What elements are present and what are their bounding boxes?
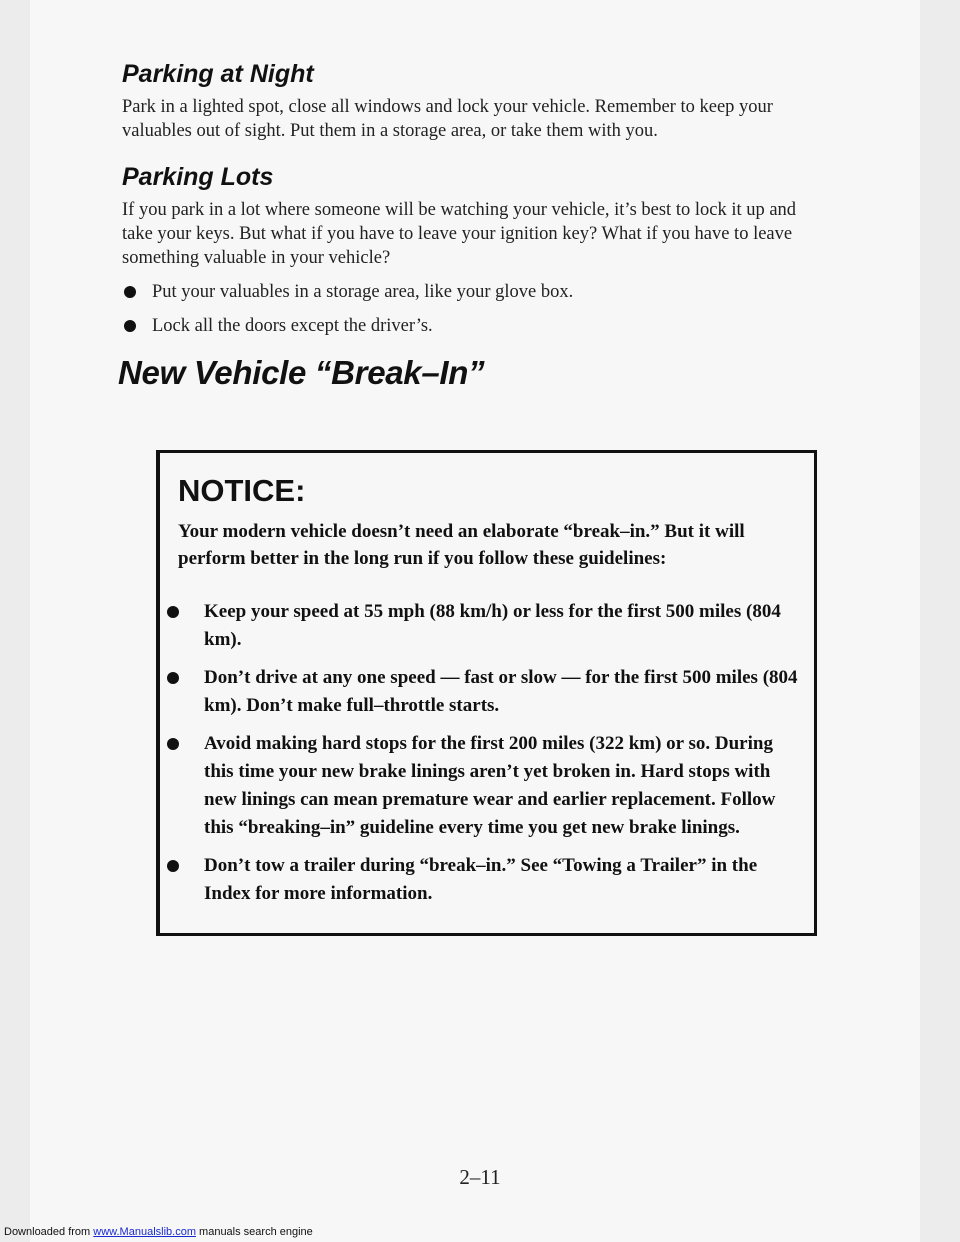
parking-lots-list: [122, 280, 822, 338]
bullet-icon: [167, 738, 179, 750]
page-content: [118, 56, 822, 392]
list-item-text: Put your valuables in a storage area, like your glove box.: [152, 282, 574, 302]
manualslib-link[interactable]: www.Manualslib.com: [93, 1226, 196, 1238]
list-item-text: Avoid making hard stops for the first 200 miles (322 km) or so. During this time your new brake linings aren’t yet broken in. Hard stops with new linings can mean premature wear and earlier replacement. Follow this “breaking–in” guideline every time you get new brake linings.: [204, 733, 776, 838]
list-item-text: Don’t tow a trailer during “break–in.” See “Towing a Trailer” in the Index for more information.: [204, 855, 758, 904]
list-item-text: Don’t drive at any one speed — fast or slow — for the first 500 miles (804 km). Don’t make full–throttle starts.: [204, 667, 798, 716]
heading-parking-at-night: Parking at Night: [122, 60, 314, 88]
list-item: [164, 730, 804, 842]
list-item: [164, 664, 804, 720]
paragraph-parking-at-night: Park in a lighted spot, close all windows and lock your vehicle. Remember to keep your valuables out of sight. Put them in a storage area, or take them with you.: [122, 97, 773, 141]
bullet-icon: [124, 286, 136, 298]
list-item: [122, 314, 822, 338]
list-item-text: Lock all the doors except the driver’s.: [152, 316, 433, 336]
download-footer: [4, 1226, 313, 1238]
list-item-text: Keep your speed at 55 mph (88 km/h) or less for the first 500 miles (804 km).: [204, 601, 781, 650]
list-item: [122, 280, 822, 304]
list-item: [164, 852, 804, 908]
notice-intro: Your modern vehicle doesn’t need an elaborate “break–in.” But it will perform better in the long run if you follow these guidelines:: [178, 521, 745, 569]
list-item: [164, 598, 804, 654]
notice-title: NOTICE:: [178, 473, 306, 508]
notice-box: [156, 450, 817, 936]
footer-suffix: manuals search engine: [195, 1226, 313, 1238]
bullet-icon: [167, 606, 179, 618]
bullet-icon: [124, 320, 136, 332]
heading-parking-lots: Parking Lots: [122, 163, 274, 191]
paragraph-parking-lots: If you park in a lot where someone will be watching your vehicle, it’s best to lock it up and take your keys. But what if you have to leave your ignition key? What if you have to leave something valuable in your vehicle?: [122, 200, 797, 268]
bullet-icon: [167, 860, 179, 872]
page-number: 2–11: [459, 1165, 501, 1189]
bullet-icon: [167, 672, 179, 684]
footer-prefix: Downloaded from: [4, 1226, 94, 1238]
heading-break-in: New Vehicle “Break–In”: [118, 354, 485, 391]
notice-list: [164, 598, 804, 918]
